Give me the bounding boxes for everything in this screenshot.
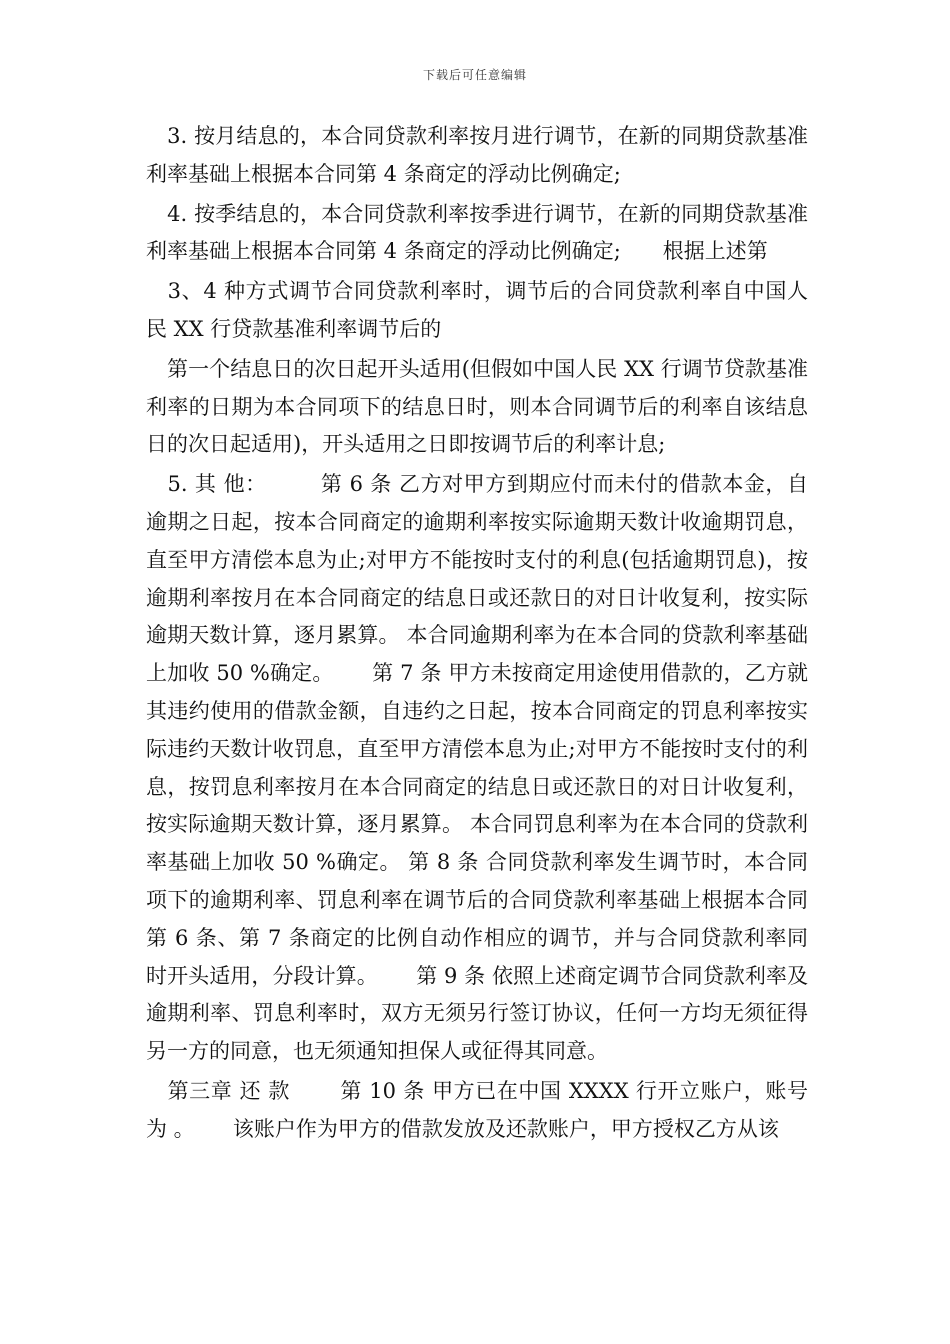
paragraph: 5. 其 他： 第 6 条 乙方对甲方到期应付而未付的借款本金，自逾期之日起，按本合同商定的逾期利率按实际逾期天数计收逾期罚息，直至甲方清偿本息为止;对甲方不能按时支付的利息(包括逾期罚息)，按逾期利率按月在本合同商定的结息日或还款日的对日计收复利，按实际逾期天数计算，逐月累算。 本合同逾期利率为在本合同的贷款利率基础上加收 50 %确定。 第 7 条 甲方未按商定用途使用借款的，乙方就其违约使用的借款金额，自违约之日起，按本合同商定的罚息利率按实际违约天数计收罚息，直至甲方清偿本息为止;对甲方不能按时支付的利息，按罚息利率按月在本合同商定的结息日或还款日的对日计收复利，按实际逾期天数计算，逐月累算。 本合同罚息利率为在本合同的贷款利率基础上加收 50 %确定。 第 8 条 合同贷款利率发生调节时，本合同项下的逾期利率、罚息利率在调节后的合同贷款利率基础上根据本合同第 6 条、第 7 条商定的比例自动作相应的调节，并与合同贷款利率同时开头适用，分段计算。 第 9 条 依照上述商定调节合同贷款利率及逾期利率、罚息利率时，双方无须另行签订协议，任何一方均无须征得另一方的同意，也无须通知担保人或征得其同意。: [146, 472, 808, 1064]
paragraph: 3、4 种方式调节合同贷款利率时，调节后的合同贷款利率自中国人民 XX 行贷款基准利率调节后的: [146, 279, 808, 341]
paragraph: 第三章 还 款 第 10 条 甲方已在中国 XXXX 行开立账户，账号为 。 该账户作为甲方的借款发放及还款账户，甲方授权乙方从该: [146, 1078, 808, 1141]
paragraph: 3. 按月结息的，本合同贷款利率按月进行调节，在新的同期贷款基准利率基础上根据本合同第 4 条商定的浮动比例确定;: [146, 124, 808, 186]
page-header: 下载后可任意编辑: [422, 68, 527, 82]
paragraph: 第一个结息日的次日起开头适用(但假如中国人民 XX 行调节贷款基准利率的日期为本合同项下的结息日时，则本合同调节后的利率自该结息日的次日起适用)，开头适用之日即按调节后的利率计息;: [146, 356, 808, 457]
paragraph: 4. 按季结息的，本合同贷款利率按季进行调节，在新的同期贷款基准利率基础上根据本合同第 4 条商定的浮动比例确定; 根据上述第: [146, 201, 808, 264]
document-body: [146, 118, 808, 1151]
